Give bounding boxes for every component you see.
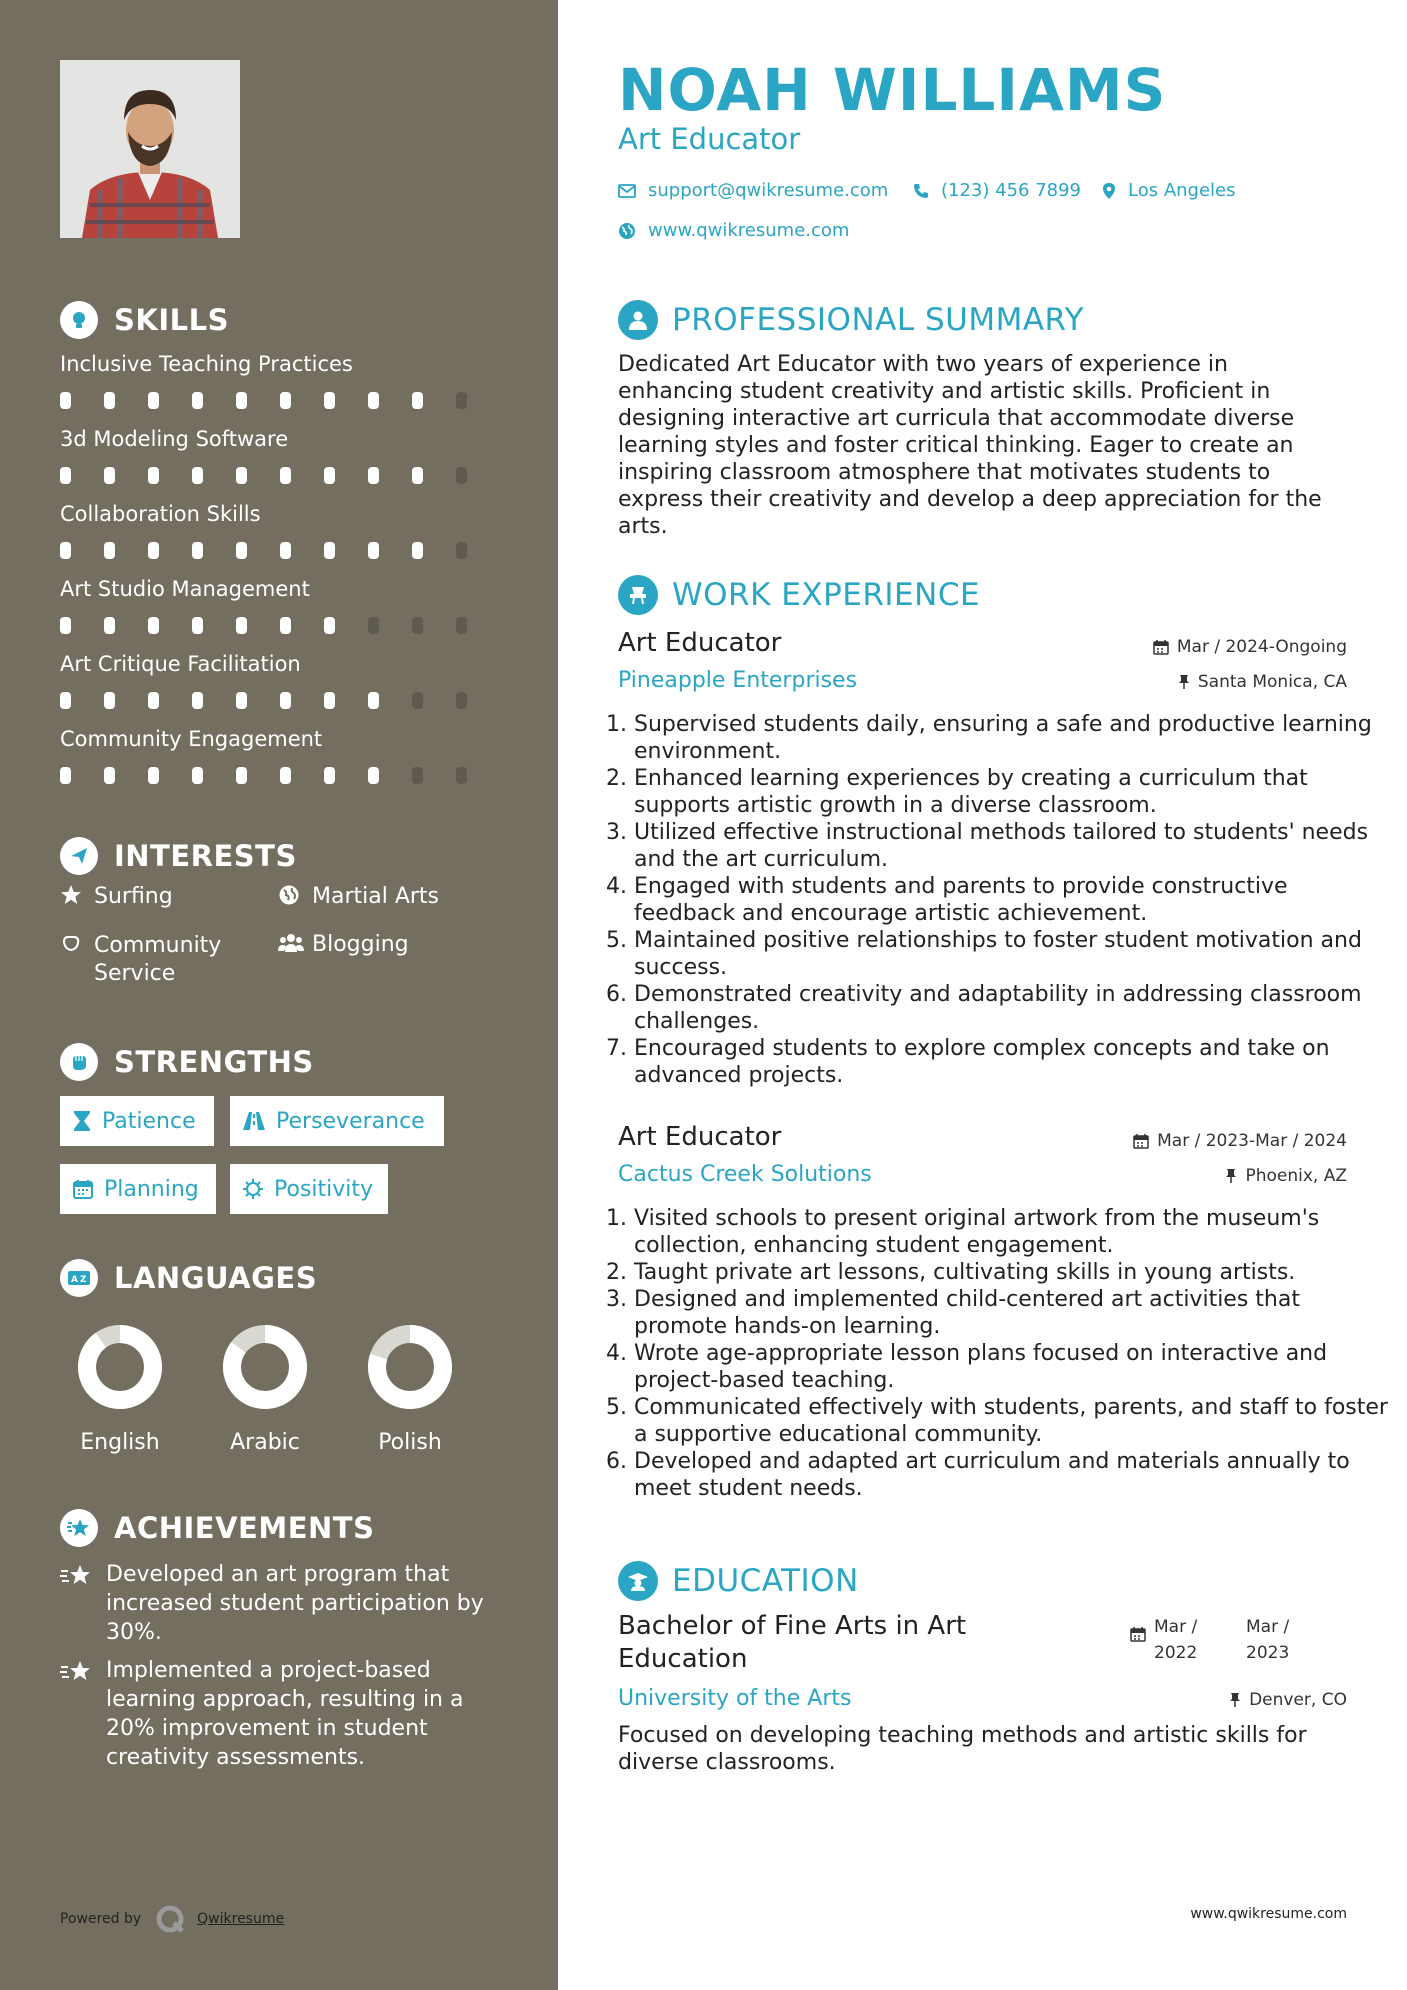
rating-dot-filled <box>236 542 247 559</box>
dates-text: Mar / 2023-Mar / 2024 <box>1157 1131 1347 1151</box>
skill-rating <box>60 392 500 409</box>
edu-start <box>1154 1614 1246 1666</box>
sidebar <box>0 0 558 1990</box>
shooting-star-icon <box>60 1656 96 1772</box>
qwikresume-link[interactable]: Qwikresume <box>197 1911 285 1927</box>
rating-dot-filled <box>148 392 159 409</box>
rating-dot-filled <box>412 392 423 409</box>
rating-dot-filled <box>236 692 247 709</box>
contact-email <box>618 180 888 201</box>
rating-dot-filled <box>412 467 423 484</box>
rating-dot-filled <box>236 467 247 484</box>
language-item <box>350 1324 470 1455</box>
rating-dot-filled <box>148 542 159 559</box>
education-location <box>1229 1690 1347 1710</box>
location-text: Denver, CO <box>1249 1690 1347 1710</box>
rating-dot-filled <box>236 767 247 784</box>
rating-dot-filled <box>236 617 247 634</box>
pushpin-icon <box>1229 1692 1241 1708</box>
pushpin-icon <box>1225 1168 1237 1184</box>
rating-dot-filled <box>324 692 335 709</box>
donut-fill <box>87 1334 153 1400</box>
languages-heading <box>60 1258 317 1298</box>
rating-dot-filled <box>280 467 291 484</box>
rating-dot-filled <box>324 767 335 784</box>
skill-item <box>60 352 500 409</box>
skill-item <box>60 652 500 709</box>
edu-start-line: 2022 <box>1154 1643 1198 1663</box>
responsibility-item: 4. Engaged with students and parents to provide constructive feedback and encourage artistic achievement. <box>634 873 1394 927</box>
section-title: LANGUAGES <box>114 1261 318 1295</box>
responsibility-item: 6. Developed and adapted art curriculum and materials annually to meet student needs. <box>634 1448 1394 1502</box>
section-title: SKILLS <box>114 303 229 337</box>
graduate-icon <box>618 1561 658 1601</box>
job-title: Art Educator <box>618 1122 782 1152</box>
rating-dot-filled <box>280 542 291 559</box>
rating-dot-empty <box>456 542 467 559</box>
language-level-donut <box>77 1324 163 1410</box>
strength-chip <box>230 1096 444 1146</box>
education-heading <box>618 1561 859 1601</box>
contact-location <box>1102 180 1236 201</box>
skill-label: Art Critique Facilitation <box>60 652 301 676</box>
responsibility-item: 1. Supervised students daily, ensuring a safe and productive learning environment. <box>634 711 1394 765</box>
contact-phone <box>913 180 1081 201</box>
degree-line: Education <box>618 1644 748 1674</box>
rating-dot-filled <box>192 767 203 784</box>
skill-rating <box>60 692 500 709</box>
rating-dot-filled <box>192 467 203 484</box>
rating-dot-filled <box>192 692 203 709</box>
svg-text:Z: Z <box>80 1275 87 1285</box>
medal-star-icon <box>60 1509 98 1547</box>
section-title: PROFESSIONAL SUMMARY <box>672 302 1085 338</box>
responsibility-item: 3. Utilized effective instructional methods tailored to students' needs and the art curriculum. <box>634 819 1394 873</box>
job-location <box>1225 1166 1347 1186</box>
strength-chip <box>60 1096 214 1146</box>
dates-text: Mar / 2024-Ongoing <box>1176 637 1347 657</box>
rating-dot-filled <box>60 392 71 409</box>
section-title: WORK EXPERIENCE <box>672 577 981 613</box>
education-dates <box>1130 1614 1289 1666</box>
powered-by-label: Powered by <box>60 1911 142 1927</box>
candidate-name: NOAH WILLIAMS <box>618 56 1167 124</box>
rating-dot-filled <box>104 392 115 409</box>
rating-dot-filled <box>104 467 115 484</box>
hand-icon <box>60 932 86 960</box>
rating-dot-filled <box>104 692 115 709</box>
rating-dot-filled <box>324 617 335 634</box>
skills-heading <box>60 300 229 340</box>
responsibility-item: 3. Designed and implemented child-centered art activities that promote hands-on learning. <box>634 1286 1394 1340</box>
strength-label: Patience <box>102 1108 196 1134</box>
rating-dot-filled <box>368 467 379 484</box>
language-label: Arabic <box>230 1430 300 1455</box>
job-responsibilities <box>606 711 1394 1089</box>
summary-heading <box>618 300 1084 340</box>
responsibility-item: 5. Maintained positive relationships to foster student motivation and success. <box>634 927 1394 981</box>
strength-label: Perseverance <box>276 1108 425 1134</box>
star-icon <box>60 884 86 912</box>
degree-line: Bachelor of Fine Arts in Art <box>618 1611 967 1641</box>
skill-label: Inclusive Teaching Practices <box>60 352 353 376</box>
edu-end <box>1246 1614 1289 1666</box>
responsibility-item: 1. Visited schools to present original artwork from the museum's collection, enhancing student engagement. <box>634 1205 1394 1259</box>
globe-icon <box>278 884 304 912</box>
language-item <box>60 1324 180 1455</box>
rating-dot-filled <box>148 467 159 484</box>
rating-dot-empty <box>412 767 423 784</box>
language-label: English <box>80 1430 160 1455</box>
rating-dot-filled <box>60 692 71 709</box>
rating-dot-filled <box>412 542 423 559</box>
location-text: Santa Monica, CA <box>1197 672 1347 692</box>
rating-dot-filled <box>104 542 115 559</box>
rating-dot-filled <box>60 767 71 784</box>
rating-dot-filled <box>192 617 203 634</box>
rating-dot-filled <box>148 692 159 709</box>
rating-dot-filled <box>368 392 379 409</box>
email-link[interactable]: support@qwikresume.com <box>648 180 889 201</box>
rating-dot-filled <box>192 392 203 409</box>
experience-heading <box>618 575 980 615</box>
achievement-text: Implemented a project-based learning approach, resulting in a 20% improvement in student creativity assessments. <box>106 1658 464 1770</box>
section-title: INTERESTS <box>114 839 297 873</box>
calendar-icon <box>1133 1133 1149 1149</box>
website-link[interactable]: www.qwikresume.com <box>648 220 850 241</box>
skill-label: 3d Modeling Software <box>60 427 289 451</box>
envelope-icon <box>618 184 636 198</box>
qwikresume-logo-icon <box>155 1904 185 1934</box>
section-title: EDUCATION <box>672 1563 859 1599</box>
interest-label: Martial Arts <box>312 884 440 909</box>
translate-icon <box>60 1259 98 1297</box>
section-title: ACHIEVEMENTS <box>114 1511 375 1545</box>
school-name: University of the Arts <box>618 1686 852 1711</box>
achievement-item <box>60 1560 500 1647</box>
job-dates <box>1133 1131 1347 1151</box>
edu-end-line: Mar / <box>1246 1617 1290 1637</box>
hourglass-icon <box>72 1110 92 1132</box>
main-content <box>558 0 1407 1990</box>
rating-dot-filled <box>104 767 115 784</box>
calendar-icon <box>72 1178 94 1200</box>
achievements-heading <box>60 1508 374 1548</box>
rating-dot-filled <box>368 542 379 559</box>
skill-rating <box>60 542 500 559</box>
skill-label: Community Engagement <box>60 727 323 751</box>
rating-dot-filled <box>60 542 71 559</box>
interest-item <box>60 932 260 988</box>
rating-dot-filled <box>192 542 203 559</box>
job-title: Art Educator <box>618 122 801 156</box>
rating-dot-filled <box>280 617 291 634</box>
company-name: Cactus Creek Solutions <box>618 1162 872 1187</box>
rating-dot-filled <box>60 617 71 634</box>
sun-icon <box>242 1178 264 1200</box>
interest-item <box>60 884 173 912</box>
interest-label: Surfing <box>94 884 173 909</box>
calendar-icon <box>1153 639 1169 655</box>
footer-site: www.qwikresume.com <box>1190 1906 1347 1922</box>
rating-dot-empty <box>456 392 467 409</box>
rating-dot-filled <box>280 392 291 409</box>
rating-dot-empty <box>456 692 467 709</box>
rating-dot-filled <box>280 767 291 784</box>
rating-dot-filled <box>236 392 247 409</box>
rating-dot-filled <box>148 617 159 634</box>
responsibility-item: 2. Taught private art lessons, cultivating skills in young artists. <box>634 1259 1394 1286</box>
language-label: Polish <box>378 1430 442 1455</box>
phone-icon <box>913 183 929 199</box>
strength-label: Planning <box>104 1176 199 1202</box>
language-level-donut <box>222 1324 308 1410</box>
rating-dot-filled <box>368 767 379 784</box>
strength-label: Positivity <box>274 1176 374 1202</box>
user-icon <box>618 300 658 340</box>
rating-dot-empty <box>368 617 379 634</box>
strength-chip <box>230 1164 388 1214</box>
shooting-star-icon <box>60 1560 96 1647</box>
job-location <box>1178 672 1347 692</box>
rating-dot-filled <box>60 467 71 484</box>
edu-start-line: Mar / <box>1154 1617 1198 1637</box>
powered-by <box>60 1904 284 1934</box>
paper-plane-icon <box>60 837 98 875</box>
job-title: Art Educator <box>618 628 782 658</box>
rating-dot-empty <box>412 617 423 634</box>
road-icon <box>242 1111 266 1131</box>
interest-label: Community Service <box>94 933 222 986</box>
skill-rating <box>60 767 500 784</box>
interest-item <box>278 884 439 912</box>
rating-dot-filled <box>104 617 115 634</box>
rating-dot-filled <box>368 692 379 709</box>
contact-website <box>618 220 849 241</box>
strengths-heading <box>60 1042 314 1082</box>
fist-icon <box>60 1043 98 1081</box>
profile-photo <box>60 60 240 238</box>
rating-dot-empty <box>456 467 467 484</box>
phone-text: (123) 456 7899 <box>941 180 1082 201</box>
skill-label: Collaboration Skills <box>60 502 261 526</box>
job-responsibilities <box>606 1205 1394 1502</box>
responsibility-item: 6. Demonstrated creativity and adaptability in addressing classroom challenges. <box>634 981 1394 1035</box>
interest-item <box>278 932 409 960</box>
location-text: Los Angeles <box>1128 180 1236 201</box>
job-dates <box>1153 637 1347 657</box>
interest-label: Blogging <box>312 932 409 957</box>
language-item <box>205 1324 325 1455</box>
skill-rating <box>60 617 500 634</box>
degree <box>618 1610 966 1676</box>
skill-rating <box>60 467 500 484</box>
location-text: Phoenix, AZ <box>1245 1166 1347 1186</box>
company-name: Pineapple Enterprises <box>618 668 858 693</box>
responsibility-item: 7. Encouraged students to explore complex concepts and take on advanced projects. <box>634 1035 1394 1089</box>
skill-item <box>60 427 500 484</box>
rating-dot-empty <box>456 617 467 634</box>
svg-text:A: A <box>71 1275 78 1285</box>
calendar-icon <box>1130 1614 1146 1666</box>
summary-text: Dedicated Art Educator with two years of experience in enhancing student creativity and artistic skills. Proficient in designing interactive art curricula that accommodate diverse learning styles and foster critical thinking. Eager to create an inspiring classroom atmosphere that motivates students to express their creativity and develop a deep appreciation for the arts. <box>618 352 1322 539</box>
rating-dot-empty <box>412 692 423 709</box>
skill-item <box>60 727 500 784</box>
education-description: Focused on developing teaching methods and artistic skills for diverse classrooms. <box>618 1723 1307 1775</box>
edu-end-line: 2023 <box>1246 1643 1290 1663</box>
achievement-item <box>60 1656 500 1772</box>
rating-dot-filled <box>324 392 335 409</box>
rating-dot-empty <box>456 767 467 784</box>
strength-chip <box>60 1164 216 1214</box>
responsibility-item: 4. Wrote age-appropriate lesson plans focused on interactive and project-based teaching. <box>634 1340 1394 1394</box>
rating-dot-filled <box>324 467 335 484</box>
lightbulb-icon <box>60 301 98 339</box>
globe-icon <box>618 222 636 240</box>
briefcase-icon <box>618 575 658 615</box>
skill-item <box>60 577 500 634</box>
pushpin-icon <box>1178 674 1190 690</box>
responsibility-item: 5. Communicated effectively with students, parents, and staff to foster a supportive educational community. <box>634 1394 1394 1448</box>
skill-label: Art Studio Management <box>60 577 310 601</box>
language-level-donut <box>367 1324 453 1410</box>
section-title: STRENGTHS <box>114 1045 314 1079</box>
skill-item <box>60 502 500 559</box>
map-pin-icon <box>1102 182 1116 200</box>
group-icon <box>278 932 304 960</box>
interests-heading <box>60 836 297 876</box>
achievement-text: Developed an art program that increased student participation by 30%. <box>106 1562 484 1645</box>
responsibility-item: 2. Enhanced learning experiences by creating a curriculum that supports artistic growth in a diverse classroom. <box>634 765 1394 819</box>
rating-dot-filled <box>280 692 291 709</box>
rating-dot-filled <box>324 542 335 559</box>
rating-dot-filled <box>148 767 159 784</box>
